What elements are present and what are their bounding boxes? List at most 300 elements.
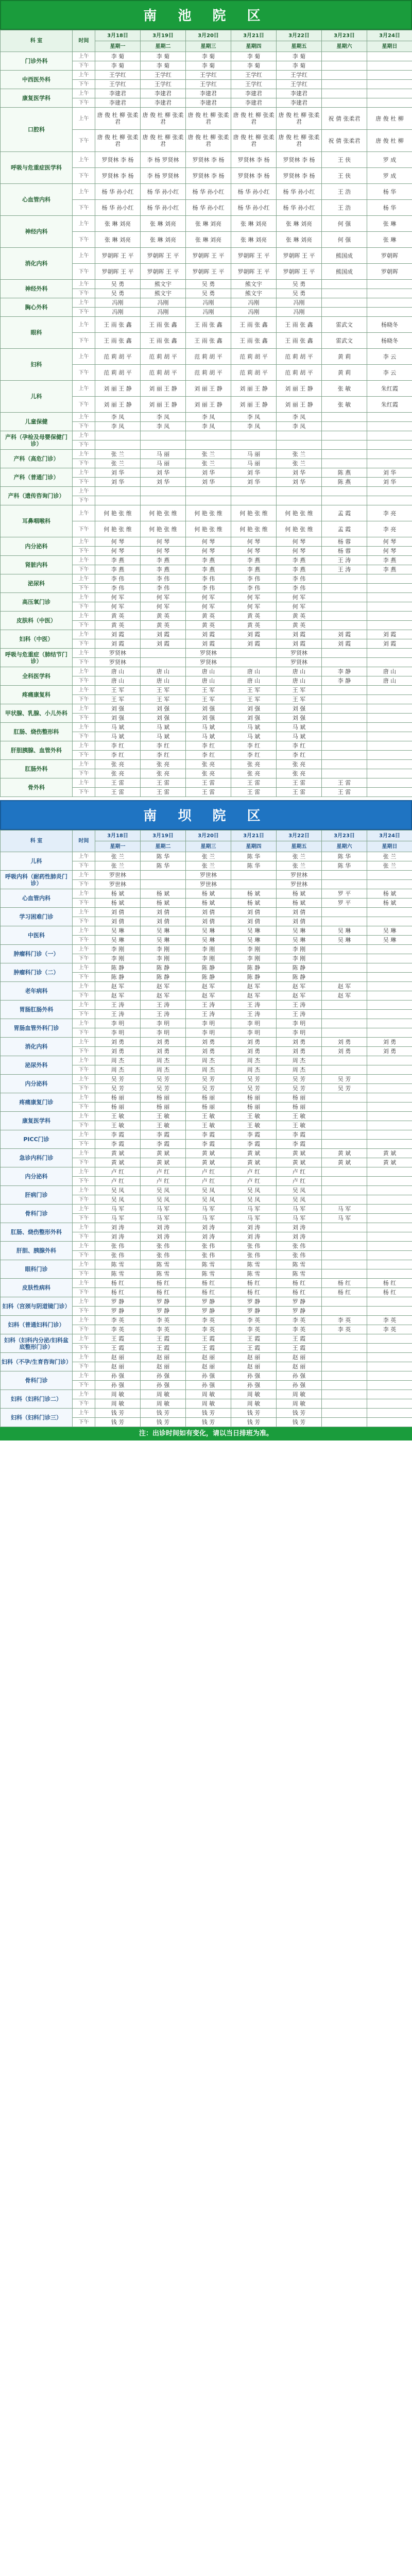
doctor-cell (322, 1103, 367, 1112)
dept-name: 急诊内科门诊 (1, 1149, 73, 1167)
doctor-cell: 唐 俊 杜 柳 张柔君 (141, 130, 186, 152)
doctor-cell: 杨 华 孙小红 (95, 200, 141, 216)
doctor-cell: 刘 霞 (186, 639, 231, 649)
doctor-cell (367, 760, 412, 769)
doctor-cell: 罗朝晖 王 平 (141, 264, 186, 280)
doctor-cell: 罗朝晖 王 平 (231, 264, 277, 280)
doctor-cell: 刘 涛 (95, 1223, 141, 1232)
doctor-cell: 吴 琳 (186, 936, 231, 945)
doctor-cell: 李 刚 (231, 945, 277, 954)
dept-name: 妇科（妇科内分泌/妇科盆底整形门诊） (1, 1334, 73, 1353)
doctor-cell: 黄 英 (231, 621, 277, 630)
doctor-cell: 黄 斌 (367, 1158, 412, 1167)
doctor-cell: 张 伟 (277, 1251, 322, 1260)
doctor-cell: 罗朝晖 (367, 264, 412, 280)
doctor-cell: 李 刚 (277, 945, 322, 954)
doctor-cell: 李建君 (231, 98, 277, 108)
doctor-cell: 李 燕 (95, 556, 141, 565)
doctor-cell (322, 769, 367, 778)
doctor-cell: 黄 英 (95, 621, 141, 630)
doctor-cell: 李 红 (231, 741, 277, 751)
doctor-cell: 王 军 (231, 695, 277, 704)
doctor-cell: 张 亮 (231, 769, 277, 778)
doctor-cell (367, 98, 412, 108)
time-slot: 上午 (73, 152, 95, 168)
doctor-cell: 陈 华 (322, 852, 367, 861)
doctor-cell: 杨 红 (322, 1279, 367, 1288)
doctor-cell: 何 军 (141, 602, 186, 612)
doctor-cell: 李 红 (277, 741, 322, 751)
doctor-cell: 王 雷 (95, 788, 141, 797)
header-cell: 时间 (73, 831, 95, 852)
doctor-cell (141, 658, 186, 667)
doctor-cell: 马 军 (231, 1214, 277, 1223)
doctor-cell: 吴 琳 (141, 926, 186, 936)
doctor-cell: 唐 俊 杜 柳 张柔君 (231, 108, 277, 130)
table-row (1, 778, 412, 788)
doctor-cell: 陈 雪 (231, 1260, 277, 1269)
doctor-cell: 李 红 (186, 741, 231, 751)
doctor-cell: 杨 红 (141, 1288, 186, 1297)
time-slot: 上午 (73, 280, 95, 289)
doctor-cell: 李 刚 (141, 954, 186, 963)
doctor-cell (367, 71, 412, 80)
doctor-cell: 范 莉 胡 平 (231, 365, 277, 381)
doctor-cell: 何 琴 (367, 547, 412, 556)
doctor-cell: 周 敏 (277, 1390, 322, 1399)
dept-name: 儿童保健 (1, 413, 73, 431)
table-row (1, 1297, 412, 1307)
header-cell: 3月18日 (95, 30, 141, 41)
doctor-cell: 王 雨 张 鑫 (277, 317, 322, 333)
doctor-cell: 刘 霞 (322, 630, 367, 639)
header-cell: 3月20日 (186, 831, 231, 841)
doctor-cell (367, 1371, 412, 1381)
doctor-cell: 马 军 (231, 1205, 277, 1214)
header-cell: 3月21日 (231, 30, 277, 41)
doctor-cell: 熊文宇 (141, 280, 186, 289)
doctor-cell: 王 霞 (95, 1344, 141, 1353)
doctor-cell (367, 308, 412, 317)
doctor-cell (367, 1214, 412, 1223)
doctor-cell: 冯刚 (141, 308, 186, 317)
doctor-cell: 罗贤林 (186, 649, 231, 658)
doctor-cell: 张 伟 (186, 1242, 231, 1251)
dept-name: 皮肤性病科 (1, 1279, 73, 1297)
doctor-cell: 何 琴 (141, 537, 186, 547)
time-slot: 下午 (73, 936, 95, 945)
time-slot: 下午 (73, 714, 95, 723)
dept-name: 产科（孕检及母婴保健门诊） (1, 431, 73, 450)
doctor-cell: 罗贤林 (95, 658, 141, 667)
doctor-cell: 祝 倩 张柔君 (322, 130, 367, 152)
doctor-cell (367, 751, 412, 760)
doctor-cell: 李 霞 (277, 1130, 322, 1140)
doctor-cell: 张 兰 (186, 852, 231, 861)
doctor-cell: 刘 华 (141, 468, 186, 478)
doctor-cell: 杨 丽 (231, 1103, 277, 1112)
doctor-cell: 张 兰 (186, 459, 231, 468)
doctor-cell (186, 440, 231, 450)
time-slot: 下午 (73, 769, 95, 778)
doctor-cell: 李 红 (141, 741, 186, 751)
doctor-cell: 卢 红 (95, 1167, 141, 1177)
doctor-cell: 李 英 (322, 1325, 367, 1334)
doctor-cell: 刘 华 (277, 468, 322, 478)
doctor-cell: 钱 芳 (277, 1418, 322, 1427)
doctor-cell (367, 1140, 412, 1149)
doctor-cell (367, 1418, 412, 1427)
doctor-cell: 罗贤林 (277, 649, 322, 658)
doctor-cell: 雷武文 (322, 317, 367, 333)
table-row (1, 1001, 412, 1010)
doctor-cell: 杨 丽 (95, 1093, 141, 1103)
doctor-cell: 赵 军 (141, 982, 186, 991)
dept-name: 肾脏内科 (1, 556, 73, 574)
doctor-cell: 李 英 (141, 1325, 186, 1334)
doctor-cell: 刘 霞 (141, 639, 186, 649)
doctor-cell: 钱 芳 (186, 1418, 231, 1427)
doctor-cell (95, 431, 141, 440)
dept-name: 肿瘤科门诊（二） (1, 963, 73, 982)
table-row (1, 1260, 412, 1269)
doctor-cell (367, 945, 412, 954)
doctor-cell (322, 450, 367, 459)
doctor-cell: 唐 俊 杜 柳 (367, 108, 412, 130)
doctor-cell: 罗 静 (186, 1297, 231, 1307)
doctor-cell: 孙 强 (186, 1381, 231, 1390)
doctor-cell (367, 1307, 412, 1316)
doctor-cell: 王 雨 张 鑫 (95, 317, 141, 333)
doctor-cell: 张 兰 (277, 450, 322, 459)
doctor-cell (231, 880, 277, 889)
doctor-cell: 周 杰 (231, 1056, 277, 1065)
time-slot: 下午 (73, 1028, 95, 1038)
doctor-cell: 马 斌 (186, 732, 231, 741)
dept-name: 全科医学科 (1, 667, 73, 686)
doctor-cell: 吴 凤 (141, 1186, 186, 1195)
doctor-cell: 陈 华 (141, 861, 186, 871)
time-slot: 上午 (73, 1223, 95, 1232)
doctor-cell: 周 杰 (141, 1065, 186, 1075)
doctor-cell: 何 琴 (277, 547, 322, 556)
doctor-cell: 黄 斌 (231, 1149, 277, 1158)
doctor-cell (367, 963, 412, 973)
doctor-cell: 吴 琳 (367, 926, 412, 936)
header-cell: 3月21日 (231, 831, 277, 841)
time-slot: 下午 (73, 1344, 95, 1353)
table-row (1, 52, 412, 61)
doctor-cell: 杨 华 孙小红 (141, 200, 186, 216)
doctor-cell: 陈 雪 (186, 1269, 231, 1279)
doctor-cell: 黄 斌 (95, 1158, 141, 1167)
doctor-cell: 张 琳 刘亮 (277, 232, 322, 248)
doctor-cell: 马 丽 (141, 459, 186, 468)
doctor-cell (367, 1028, 412, 1038)
time-slot: 上午 (73, 945, 95, 954)
doctor-cell: 张 伟 (141, 1251, 186, 1260)
doctor-cell (231, 658, 277, 667)
doctor-cell: 王 霞 (141, 1334, 186, 1344)
time-slot: 下午 (73, 1381, 95, 1390)
doctor-cell: 黄 斌 (141, 1149, 186, 1158)
doctor-cell (322, 741, 367, 751)
doctor-cell (322, 1409, 367, 1418)
time-slot: 上午 (73, 468, 95, 478)
time-slot: 下午 (73, 695, 95, 704)
doctor-cell: 钱 芳 (141, 1409, 186, 1418)
time-slot: 下午 (73, 658, 95, 667)
doctor-cell: 王 敏 (231, 1112, 277, 1121)
doctor-cell (322, 649, 367, 658)
doctor-cell: 李 亮 (367, 505, 412, 521)
dept-name: 骨科门诊 (1, 1205, 73, 1223)
doctor-cell: 何 军 (186, 593, 231, 602)
dept-name: 眼科 (1, 317, 73, 349)
doctor-cell: 黄 英 (186, 621, 231, 630)
doctor-cell: 杨 斌 (367, 899, 412, 908)
time-slot: 下午 (73, 1251, 95, 1260)
table-row (1, 1279, 412, 1288)
doctor-cell: 李 伟 (141, 574, 186, 584)
doctor-cell (367, 1260, 412, 1269)
doctor-cell (367, 52, 412, 61)
doctor-cell: 张 亮 (277, 760, 322, 769)
dept-name: 神经外科 (1, 280, 73, 298)
doctor-cell: 张 琳 刘亮 (231, 232, 277, 248)
doctor-cell: 张 琳 刘亮 (231, 216, 277, 232)
table-row (1, 248, 412, 264)
time-slot: 下午 (73, 1158, 95, 1167)
doctor-cell: 刘 华 (186, 478, 231, 487)
doctor-cell: 何 艳 张 维 (231, 521, 277, 537)
doctor-cell: 赵 军 (322, 982, 367, 991)
doctor-cell: 杨 斌 (231, 899, 277, 908)
doctor-cell: 杨 丽 (277, 1103, 322, 1112)
dept-name: 妇科（妇科门诊二） (1, 1390, 73, 1409)
table-row (1, 1205, 412, 1214)
dept-name: 胃肠肛肠外科 (1, 1001, 73, 1019)
time-slot: 下午 (73, 973, 95, 982)
doctor-cell: 李 亮 (367, 521, 412, 537)
doctor-cell: 黄 斌 (367, 1149, 412, 1158)
dept-name: 内分泌科 (1, 1075, 73, 1093)
doctor-cell: 吴 琳 (95, 926, 141, 936)
table-row (1, 741, 412, 751)
doctor-cell: 李 刚 (95, 945, 141, 954)
header-cell: 3月19日 (141, 831, 186, 841)
time-slot: 上午 (73, 317, 95, 333)
doctor-cell (95, 496, 141, 505)
doctor-cell: 张 兰 (367, 852, 412, 861)
doctor-cell: 刘 霞 (141, 630, 186, 639)
time-slot: 上午 (73, 1001, 95, 1010)
time-slot: 上午 (73, 1390, 95, 1399)
doctor-cell: 孙 强 (95, 1371, 141, 1381)
doctor-cell (322, 917, 367, 926)
table-row (1, 1186, 412, 1195)
header-cell: 科 室 (1, 831, 73, 852)
doctor-cell: 黄 斌 (95, 1149, 141, 1158)
time-slot: 下午 (73, 168, 95, 184)
doctor-cell: 王 雷 (186, 788, 231, 797)
doctor-cell: 陈 雪 (95, 1260, 141, 1269)
time-slot: 下午 (73, 1399, 95, 1409)
doctor-cell: 张 伟 (231, 1251, 277, 1260)
doctor-cell (367, 1269, 412, 1279)
doctor-cell: 刘 勇 (141, 1038, 186, 1047)
doctor-cell (322, 1121, 367, 1130)
doctor-cell: 刘 涛 (186, 1223, 231, 1232)
table-row (1, 1316, 412, 1325)
doctor-cell: 刘 丽 王 静 (95, 381, 141, 397)
doctor-cell: 张 兰 (186, 861, 231, 871)
doctor-cell (367, 1001, 412, 1010)
doctor-cell: 王 敏 (141, 1121, 186, 1130)
doctor-cell: 赵 丽 (186, 1362, 231, 1371)
time-slot: 上午 (73, 505, 95, 521)
doctor-cell: 张 琳 (367, 232, 412, 248)
doctor-cell (141, 880, 186, 889)
doctor-cell: 刘 丽 王 静 (231, 397, 277, 413)
doctor-cell: 王 敏 (186, 1121, 231, 1130)
weekday-cell: 星期一 (95, 41, 141, 52)
doctor-cell: 黄 斌 (186, 1158, 231, 1167)
doctor-cell: 王 雨 张 鑫 (231, 317, 277, 333)
time-slot: 上午 (73, 1167, 95, 1177)
doctor-cell: 刘 霞 (186, 630, 231, 639)
doctor-cell: 冯刚 (277, 308, 322, 317)
dept-name: 高压氧门诊 (1, 593, 73, 612)
header-cell: 3月23日 (322, 30, 367, 41)
doctor-cell: 李 杨 罗贤林 (141, 168, 186, 184)
doctor-cell: 范 莉 胡 平 (95, 365, 141, 381)
table-row (1, 630, 412, 639)
doctor-cell: 王 敏 (95, 1121, 141, 1130)
weekday-cell: 星期四 (231, 41, 277, 52)
doctor-cell: 王 雨 张 鑫 (231, 333, 277, 349)
time-slot: 下午 (73, 232, 95, 248)
doctor-cell: 吴 凤 (231, 1195, 277, 1205)
doctor-cell: 罗 静 (277, 1297, 322, 1307)
doctor-cell: 李 英 (95, 1325, 141, 1334)
doctor-cell: 孙 强 (95, 1381, 141, 1390)
doctor-cell: 刘 勇 (322, 1047, 367, 1056)
header-cell: 3月20日 (186, 30, 231, 41)
time-slot: 下午 (73, 1269, 95, 1279)
doctor-cell: 马 军 (277, 1205, 322, 1214)
doctor-cell: 李 伟 (186, 584, 231, 593)
doctor-cell (367, 1242, 412, 1251)
doctor-cell: 罗朝晖 王 平 (95, 264, 141, 280)
doctor-cell: 杨 斌 (141, 889, 186, 899)
doctor-cell: 周 敏 (95, 1399, 141, 1409)
doctor-cell: 吴 凤 (231, 1186, 277, 1195)
doctor-cell: 吴 芳 (231, 1084, 277, 1093)
doctor-cell (367, 298, 412, 308)
doctor-cell (322, 1362, 367, 1371)
doctor-cell: 范 莉 胡 平 (277, 365, 322, 381)
doctor-cell: 何 军 (95, 602, 141, 612)
doctor-cell: 张 兰 (186, 450, 231, 459)
doctor-cell: 王 霞 (95, 1334, 141, 1344)
doctor-cell: 李 燕 (367, 556, 412, 565)
doctor-cell: 李 英 (186, 1316, 231, 1325)
doctor-cell: 赵 军 (95, 991, 141, 1001)
time-slot: 下午 (73, 621, 95, 630)
doctor-cell: 吴 琳 (277, 936, 322, 945)
time-slot: 下午 (73, 1307, 95, 1316)
doctor-cell: 王 雨 张 鑫 (141, 317, 186, 333)
dept-name: 妇科（宫颈与阴道镜门诊） (1, 1297, 73, 1316)
doctor-cell: 吴 芳 (95, 1075, 141, 1084)
time-slot: 上午 (73, 1260, 95, 1269)
doctor-cell: 何 琴 (367, 537, 412, 547)
time-slot: 上午 (73, 349, 95, 365)
doctor-cell: 刘 华 (277, 478, 322, 487)
doctor-cell: 何 艳 张 维 (141, 521, 186, 537)
doctor-cell (322, 1307, 367, 1316)
doctor-cell: 马 军 (322, 1214, 367, 1223)
table-row (1, 871, 412, 880)
doctor-cell: 杨 红 (95, 1279, 141, 1288)
doctor-cell: 杨 华 孙小红 (231, 200, 277, 216)
doctor-cell: 李 燕 (186, 565, 231, 574)
doctor-cell: 黄 斌 (322, 1158, 367, 1167)
dept-name: 肝胆胰腺、血管外科 (1, 741, 73, 760)
dept-name: 中西医外科 (1, 71, 73, 89)
dept-name: 胸心外科 (1, 298, 73, 317)
doctor-cell: 何 军 (231, 602, 277, 612)
doctor-cell: 王 军 (95, 686, 141, 695)
doctor-cell (322, 298, 367, 308)
doctor-cell: 何 琴 (231, 537, 277, 547)
doctor-cell: 何 艳 张 维 (95, 521, 141, 537)
nanchi-title: 南 池 院 区 (143, 8, 269, 24)
time-slot: 下午 (73, 676, 95, 686)
table-row (1, 487, 412, 496)
doctor-cell: 李 英 (277, 1325, 322, 1334)
doctor-cell: 刘 倩 (186, 908, 231, 917)
doctor-cell (322, 487, 367, 496)
doctor-cell: 刘 华 (367, 468, 412, 478)
dept-name: 肛肠外科 (1, 760, 73, 778)
doctor-cell (367, 695, 412, 704)
doctor-cell: 罗 静 (231, 1297, 277, 1307)
doctor-cell: 李 红 (277, 751, 322, 760)
doctor-cell: 周 杰 (141, 1056, 186, 1065)
doctor-cell (322, 612, 367, 621)
doctor-cell: 熊文宇 (141, 289, 186, 298)
doctor-cell: 李 菊 (95, 61, 141, 71)
doctor-cell: 黄 斌 (322, 1149, 367, 1158)
doctor-cell (367, 732, 412, 741)
doctor-cell (231, 649, 277, 658)
header-cell: 3月18日 (95, 831, 141, 841)
doctor-cell: 罗朝晖 王 平 (277, 264, 322, 280)
doctor-cell: 王学红 (95, 80, 141, 89)
dept-name: 妇科（不孕/生育咨询门诊） (1, 1353, 73, 1371)
doctor-cell: 马 军 (277, 1214, 322, 1223)
doctor-cell: 何 艳 张 维 (186, 521, 231, 537)
doctor-cell: 李 菊 (95, 52, 141, 61)
dept-name: 呼吸与危重症（肺结节门诊） (1, 649, 73, 667)
doctor-cell: 范 莉 胡 平 (277, 349, 322, 365)
doctor-cell (322, 945, 367, 954)
doctor-cell: 李 明 (95, 1028, 141, 1038)
time-slot: 下午 (73, 1195, 95, 1205)
doctor-cell (367, 1056, 412, 1065)
